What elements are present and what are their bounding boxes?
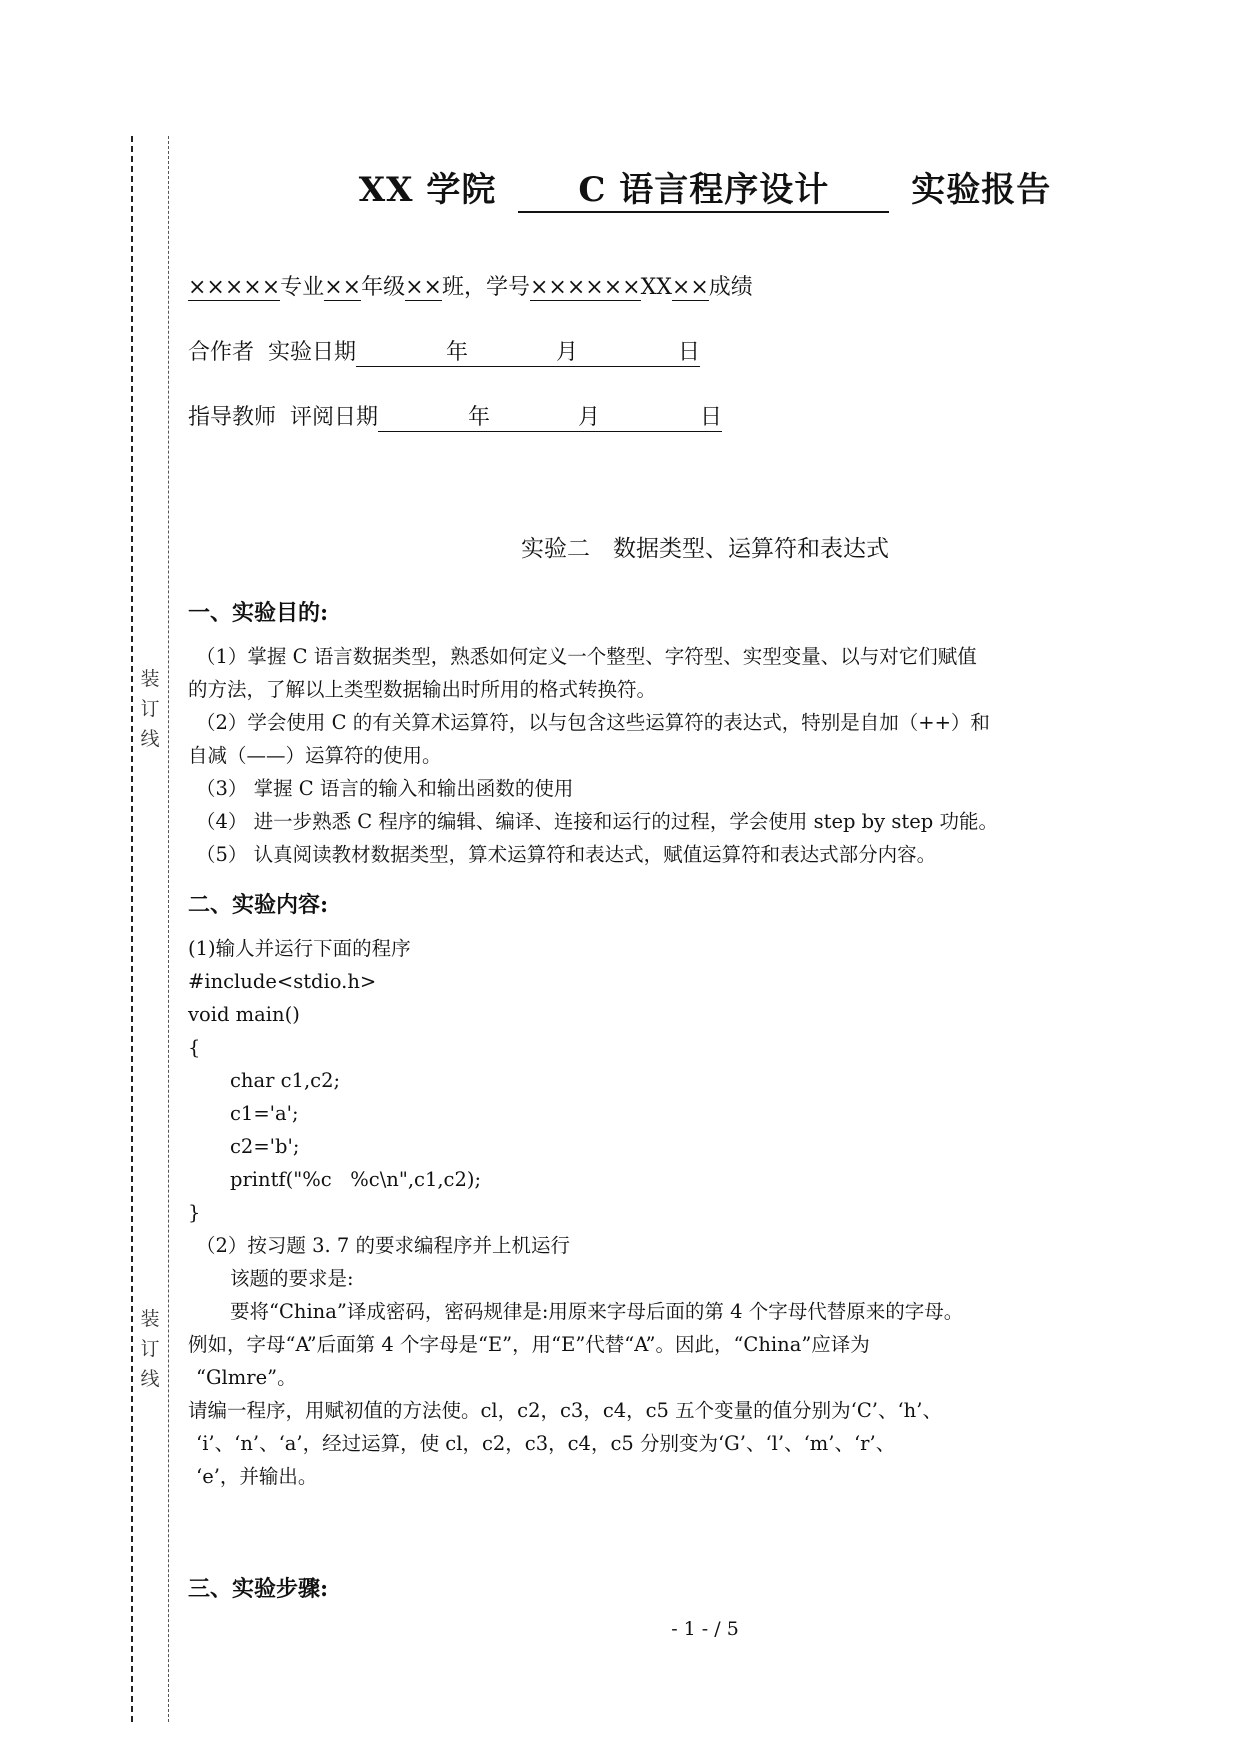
task-2-text: （2）按习题 3. 7 的要求编程序并上机运行 xyxy=(196,1234,571,1257)
experiment-title: 实验二 数据类型、运算符和表达式 xyxy=(521,536,889,562)
report-title xyxy=(180,162,1230,213)
review-date-label: 评阅日期 xyxy=(290,405,379,430)
binding-char: 线 xyxy=(140,1368,160,1390)
review-date-line xyxy=(188,400,722,432)
class-field: ×× xyxy=(405,275,442,300)
objective-line: （5） 认真阅读教材数据类型，算术运算符和表达式，赋值运算符和表达式部分内容。 xyxy=(196,843,937,866)
month-label: 月 xyxy=(578,405,601,430)
page-number: - 1 - / 5 xyxy=(671,1618,739,1640)
code-line: c1='a'; xyxy=(230,1102,299,1125)
exp-date-field xyxy=(356,335,700,367)
student-id-field: ×××××× xyxy=(529,275,641,300)
requirement-line: ‘e’，并输出。 xyxy=(196,1465,318,1488)
binding-char: 装 xyxy=(140,1308,160,1330)
requirement-line: 例如，字母“A”后面第 4 个字母是“E”，用“E”代替“A”。因此，“China”应译为 xyxy=(188,1333,870,1356)
requirement-line: “Glmre”。 xyxy=(196,1366,297,1389)
year-label: 年 xyxy=(446,340,469,365)
binding-char: 订 xyxy=(140,698,160,720)
code-line: { xyxy=(188,1036,201,1059)
day-label: 日 xyxy=(678,340,701,365)
section-heading-objectives: 一、实验目的: xyxy=(188,600,329,626)
grade-label: 年级 xyxy=(361,275,406,300)
task-1-text: (1)输人并运行下面的程序 xyxy=(188,937,411,960)
content-body xyxy=(188,932,1068,1493)
report-label: 实验报告 xyxy=(911,170,1052,210)
section-heading-steps: 三、实验步骤: xyxy=(188,1576,329,1602)
teacher-label: 指导教师 xyxy=(188,405,277,430)
code-line: #include<stdio.h> xyxy=(188,970,377,993)
requirement-line: ‘i’、‘n’、‘a’，经过运算，使 cl，c2，c3，c4，c5 分别变为‘G’、‘l’、‘m’、‘r’、 xyxy=(196,1432,896,1455)
objective-line: （2）学会使用 C 的有关算术运算符，以与包含这些运算符的表达式，特别是自加（++）和 xyxy=(196,711,990,734)
course-name: C 语言程序设计 xyxy=(518,169,889,213)
binding-label xyxy=(136,660,164,758)
score-label: 成绩 xyxy=(708,275,753,300)
objectives-list xyxy=(188,640,1068,871)
name-text: XX xyxy=(640,275,672,300)
experiment-date-line xyxy=(188,335,700,367)
major-field: ××××× xyxy=(188,275,281,300)
review-date-field xyxy=(378,400,722,432)
code-line: printf("%c %c\n",c1,c2); xyxy=(230,1168,482,1191)
binding-char: 装 xyxy=(140,668,160,690)
day-label: 日 xyxy=(700,405,723,430)
month-label: 月 xyxy=(556,340,579,365)
major-label: 专业 xyxy=(280,275,325,300)
name-field: ×× xyxy=(671,275,709,300)
section-heading-content: 二、实验内容: xyxy=(188,892,329,918)
requirement-intro: 该题的要求是: xyxy=(230,1267,354,1290)
partner-label: 合作者 xyxy=(188,340,255,365)
exp-date-label: 实验日期 xyxy=(268,340,357,365)
year-label: 年 xyxy=(468,405,491,430)
binding-char: 线 xyxy=(140,728,160,750)
requirement-line: 请编一程序，用赋初值的方法使。cl，c2，c3，c4，c5 五个变量的值分别为‘C’、‘h’、 xyxy=(188,1399,942,1422)
objective-line: 的方法，了解以上类型数据输出时所用的格式转换符。 xyxy=(188,678,657,701)
college-name: XX 学院 xyxy=(358,170,497,210)
requirement-line: 要将“China”译成密码，密码规律是:用原来字母后面的第 4 个字母代替原来的字母。 xyxy=(230,1300,964,1323)
objective-line: （3） 掌握 C 语言的输入和输出函数的使用 xyxy=(196,777,574,800)
code-line: } xyxy=(188,1201,201,1224)
student-id-label: 班，学号 xyxy=(441,275,530,300)
binding-line-outer xyxy=(131,136,133,1722)
objective-line: 自减（——）运算符的使用。 xyxy=(188,744,442,767)
code-line: void main() xyxy=(188,1003,300,1026)
objective-line: （1）掌握 C 语言数据类型，熟悉如何定义一个整型、字符型、实型变量、以与对它们赋值 xyxy=(196,645,977,668)
binding-label xyxy=(136,1300,164,1398)
binding-char: 订 xyxy=(140,1338,160,1360)
grade-field: ×× xyxy=(324,275,362,300)
code-line: c2='b'; xyxy=(230,1135,300,1158)
binding-line-inner xyxy=(168,136,169,1722)
code-line: char c1,c2; xyxy=(230,1069,341,1092)
objective-line: （4） 进一步熟悉 C 程序的编辑、编译、连接和运行的过程，学会使用 step by step 功能。 xyxy=(196,810,998,833)
student-info-line xyxy=(188,270,753,301)
